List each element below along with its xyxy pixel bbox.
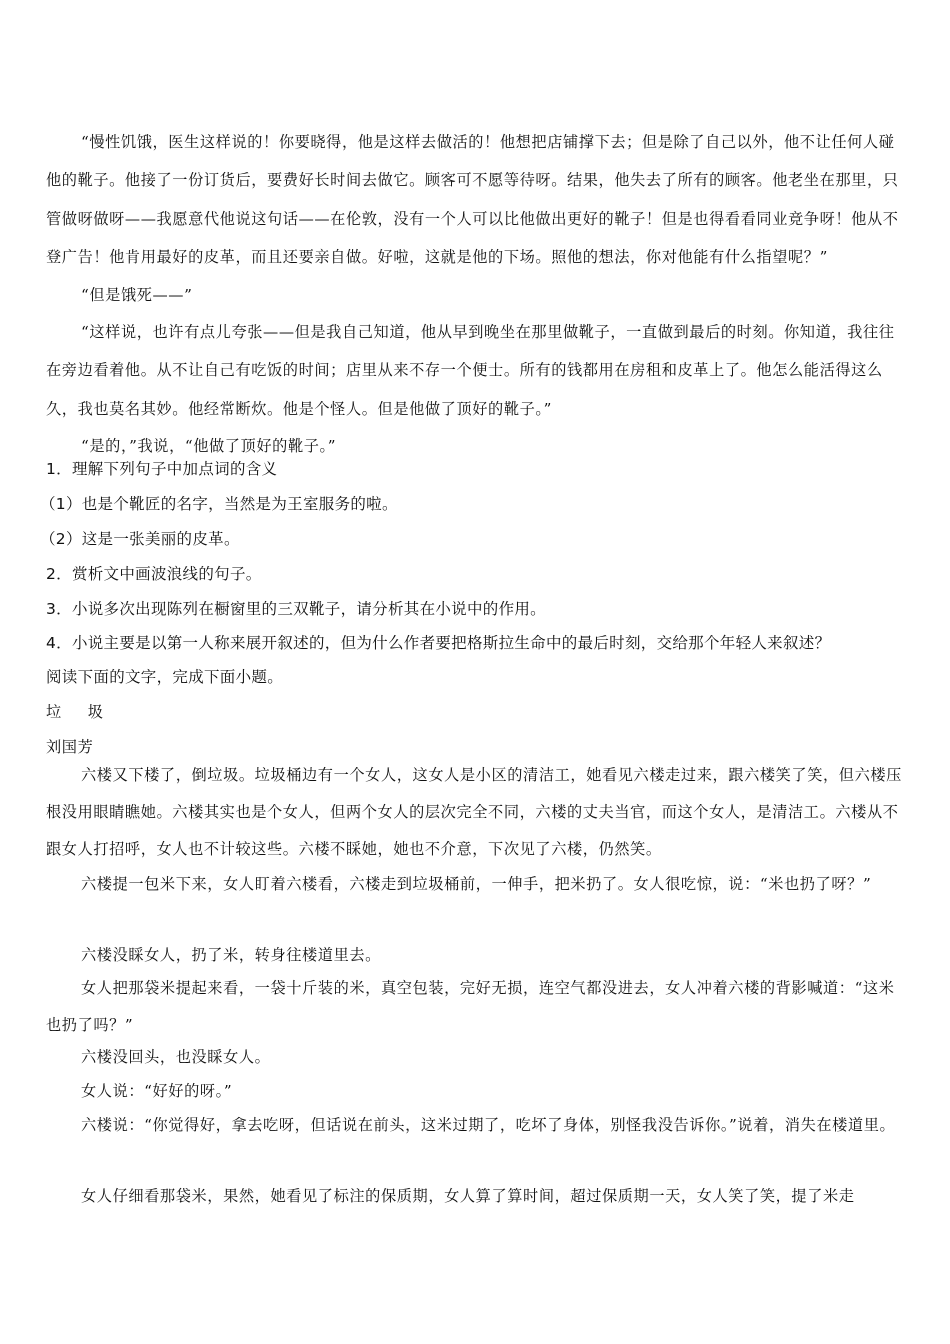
question-1-item-2: （2）这是一张美丽的皮革。 <box>40 530 240 548</box>
story-title <box>46 702 908 722</box>
passage1-paragraph-1: “慢性饥饿，医生这样说的！你要晓得，他是这样去做活的！他想把店铺撑下去；但是除了自己以外，他不让任何人碰他的靴子。他接了一份订货后，要费好长时间去做它。顾客可不愿等待呀。结果，他失去了所有的顾客。他老坐在那里，只管做呀做呀——我愿意代他说这句话——在伦敦，没有一个人可以比他做出更好的靴子！但是也得看看同业竞争呀！他从不登广告！他肯用最好的皮革，而且还要亲自做。好啦，这就是他的下场。照他的想法，你对他能有什么指望呢？” <box>46 133 899 266</box>
question-4: 4．小说主要是以第一人称来展开叙述的，但为什么作者要把格斯拉生命中的最后时刻，交给那个年轻人来叙述？ <box>46 634 831 652</box>
passage1-paragraph-3: “这样说，也许有点儿夸张——但是我自己知道，他从早到晚坐在那里做靴子，一直做到最后的时刻。你知道，我往往在旁边看着他。从不让自己有吃饭的时间；店里从来不存一个便士。所有的钱都用在房租和皮革上了。他怎么能活得这么久，我也莫名其妙。他经常断炊。他是个怪人。但是他做了顶好的靴子。” <box>46 323 895 418</box>
story-paragraph-5: 六楼没回头，也没睬女人。 <box>81 1048 271 1066</box>
story-paragraph-7: 六楼说：“你觉得好，拿去吃呀，但话说在前头，这米过期了，吃坏了身体，别怪我没告诉你。”说着，消失在楼道里。 <box>81 1116 896 1134</box>
story-paragraph-8: 女人仔细看那袋米，果然，她看见了标注的保质期，女人算了算时间，超过保质期一天，女人笑了笑，提了米走 <box>81 1187 855 1205</box>
question-1: 1．理解下列句子中加点词的含义 <box>46 460 278 478</box>
passage1-paragraph-4: “是的，”我说，“他做了顶好的靴子。” <box>81 437 337 455</box>
story-paragraph-4: 女人把那袋米提起来看，一袋十斤装的米，真空包装，完好无损，连空气都没进去，女人冲着六楼的背影喊道：“这米也扔了吗？” <box>46 979 895 1035</box>
passage1-paragraph-2: “但是饿死——” <box>81 286 193 304</box>
reading-instruction: 阅读下面的文字，完成下面小题。 <box>46 668 284 686</box>
story-paragraph-1: 六楼又下楼了，倒垃圾。垃圾桶边有一个女人，这女人是小区的清洁工，她看见六楼走过来，跟六楼笑了笑，但六楼压根没用眼睛瞧她。六楼其实也是个女人，但两个女人的层次完全不同，六楼的丈夫当官，而这个女人，是清洁工。六楼从不跟女人打招呼，女人也不计较这些。六楼不睬她，她也不介意，下次见了六楼，仍然笑。 <box>46 766 902 859</box>
story-paragraph-6: 女人说：“好好的呀。” <box>81 1082 233 1100</box>
story-title-char-2: 圾 <box>87 703 104 721</box>
story-title-char-1: 垃 <box>46 703 62 721</box>
question-3: 3．小说多次出现陈列在橱窗里的三双靴子，请分析其在小说中的作用。 <box>46 600 546 618</box>
question-1-item-1: （1）也是个靴匠的名字，当然是为王室服务的啦。 <box>40 495 398 513</box>
story-author: 刘国芳 <box>46 738 94 756</box>
story-paragraph-2: 六楼提一包米下来，女人盯着六楼看，六楼走到垃圾桶前，一伸手，把米扔了。女人很吃惊，说：“米也扔了呀？” <box>81 875 872 893</box>
story-paragraph-3: 六楼没睬女人，扔了米，转身往楼道里去。 <box>81 946 381 964</box>
question-2: 2．赏析文中画波浪线的句子。 <box>46 565 262 583</box>
